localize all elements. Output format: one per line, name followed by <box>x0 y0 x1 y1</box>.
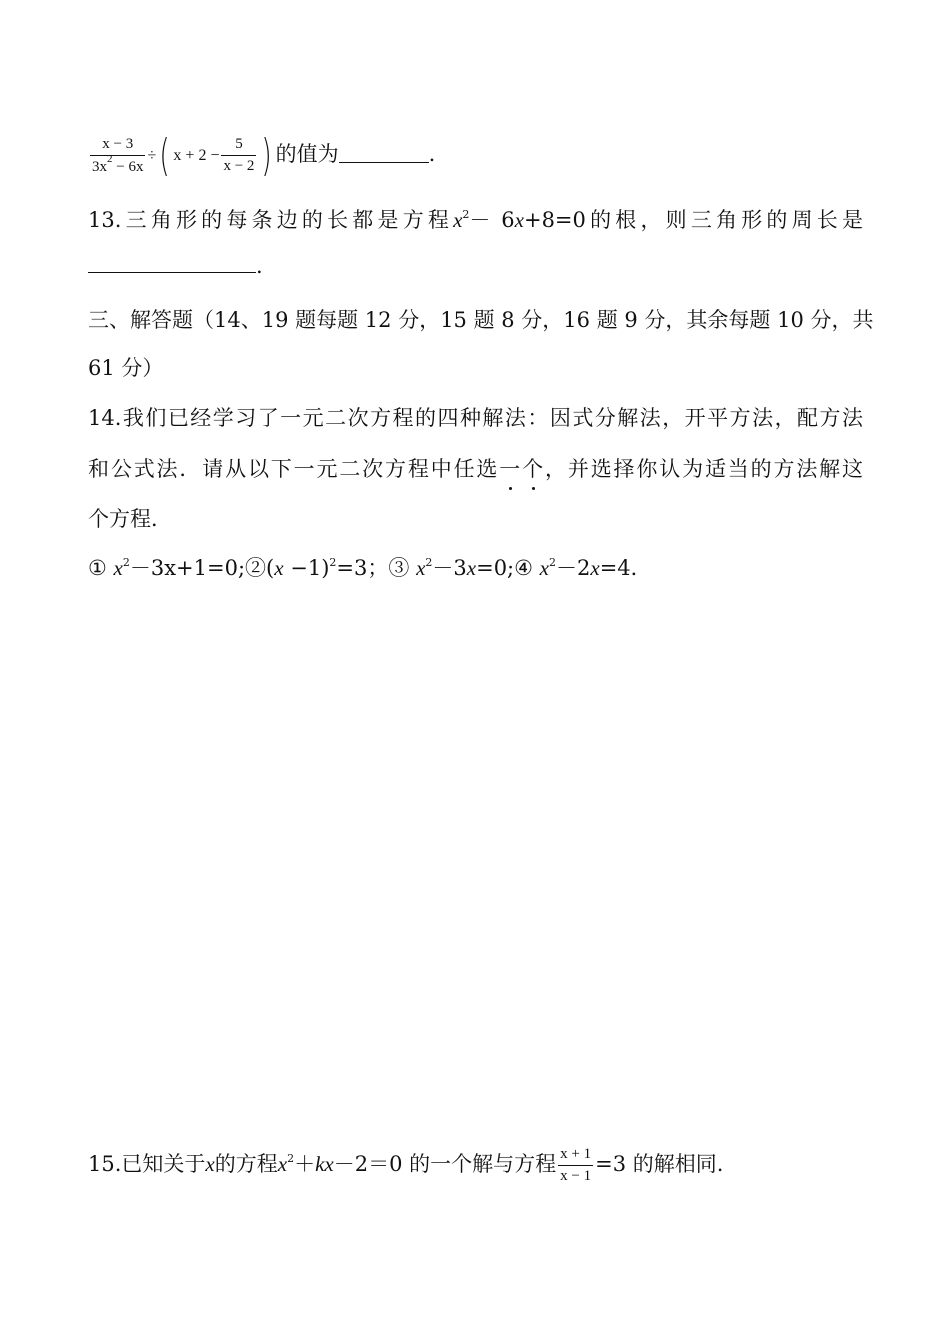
q14-emphasis-one: 一 <box>499 457 523 481</box>
q14-equation-1: ① $x^2-3x+1=0$; <box>88 556 246 580</box>
q12-fraction-2-numerator: 5 <box>221 137 256 156</box>
q12-expression-line <box>88 130 435 180</box>
q14-equation-4: ④ $x^2-2x=4$． <box>514 556 652 580</box>
q15-line: 15.已知关于x的方程$x^2+kx-2=0$ 的一个解与方程 $\frac{x + 1}{x - 1}$ =3 的解相同. <box>88 1146 724 1184</box>
q14-equation-3: ③ $x^2-3x=0$; <box>388 556 515 580</box>
q15-fraction-numerator: x + 1 <box>558 1147 593 1166</box>
q12-left-paren: ( <box>159 129 170 181</box>
section-3-heading-line-2: 61 分） <box>88 356 164 380</box>
q14-line-1: 14.我们已经学习了一元二次方程的四种解法：因式分解法，开平方法，配方法 <box>88 406 863 430</box>
q12-inner-expression: x + 2 − <box>173 146 220 164</box>
q13-var-x: x <box>453 208 463 232</box>
q12-fraction-1-denominator: $3x^2 - 6x$ <box>92 152 144 175</box>
q15-var-x: x <box>205 1152 215 1176</box>
q12-value-text: 的值为 <box>275 142 339 166</box>
q13-line-2: . <box>88 252 263 280</box>
q15-fraction-denominator: x − 1 <box>560 1168 592 1184</box>
q12-fraction-1-numerator: x − 3 <box>90 137 145 156</box>
q12-right-paren: ) <box>261 129 273 181</box>
section-3-heading-line-1: 三、解答题（14、19 题每题 12 分，15 题 8 分，16 题 9 分，其余每题 10 分，共 <box>88 308 874 332</box>
q12-fraction-2-denominator: x − 2 <box>223 158 255 174</box>
q14-line-3: 个方程． <box>88 507 172 531</box>
q12-divide-sign: ÷ <box>147 146 157 164</box>
q12-fraction-2 <box>221 137 256 174</box>
q15-var-k: k <box>315 1152 325 1176</box>
q12-fraction-1 <box>90 137 145 175</box>
q14-emphasis-ge: 个 <box>522 457 545 481</box>
q14-equation-2: ②(x −1)$^2$=3； <box>245 556 389 580</box>
q14-equations <box>88 554 652 582</box>
q13-answer-blank[interactable] <box>88 252 256 273</box>
q14-line-2: 和公式法．请从以下一元二次方程中任选一个，并选择你认为适当的方法解这 <box>88 457 864 481</box>
q15-fraction <box>558 1147 593 1184</box>
q12-end-period: . <box>428 142 436 166</box>
q13-line-1: 13.三角形的每条边的长都是方程$x^2- 6x+8=0$的根，则三角形的周长是 <box>88 208 863 232</box>
q12-answer-blank[interactable] <box>339 142 429 163</box>
